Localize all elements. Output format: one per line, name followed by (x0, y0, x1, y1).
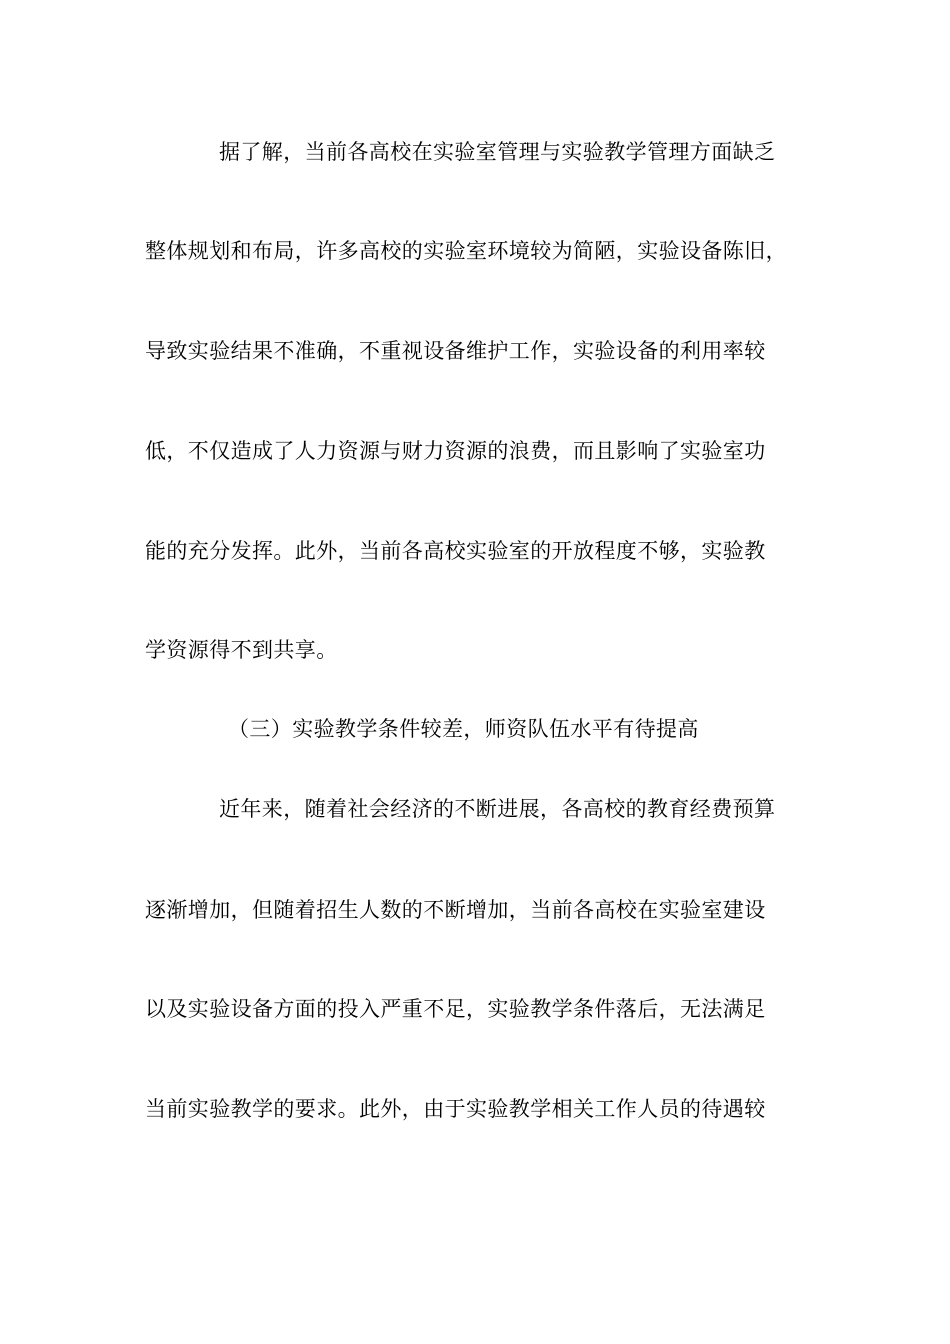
paragraph-2-line-2: 逐渐增加，但随着招生人数的不断增加，当前各高校在实验室建设 (145, 898, 766, 922)
paragraph-2-line-3: 以及实验设备方面的投入严重不足，实验教学条件落后，无法满足 (145, 997, 766, 1021)
paragraph-2-line-4: 当前实验教学的要求。此外，由于实验教学相关工作人员的待遇较 (145, 1097, 766, 1121)
section-heading-3: （三）实验教学条件较差，师资队伍水平有待提高 (228, 717, 699, 741)
paragraph-1-line-1: 据了解，当前各高校在实验室管理与实验教学管理方面缺乏 (219, 140, 776, 164)
paragraph-1-line-2: 整体规划和布局，许多高校的实验室环境较为简陋，实验设备陈旧， (145, 239, 787, 263)
paragraph-1-line-5: 能的充分发挥。此外，当前各高校实验室的开放程度不够，实验教 (145, 539, 766, 563)
paragraph-1-line-6: 学资源得不到共享。 (145, 638, 338, 662)
paragraph-1-line-4: 低，不仅造成了人力资源与财力资源的浪费，而且影响了实验室功 (145, 439, 766, 463)
paragraph-2-line-1: 近年来，随着社会经济的不断进展，各高校的教育经费预算 (219, 797, 776, 821)
paragraph-1-line-3: 导致实验结果不准确，不重视设备维护工作，实验设备的利用率较 (145, 339, 766, 363)
